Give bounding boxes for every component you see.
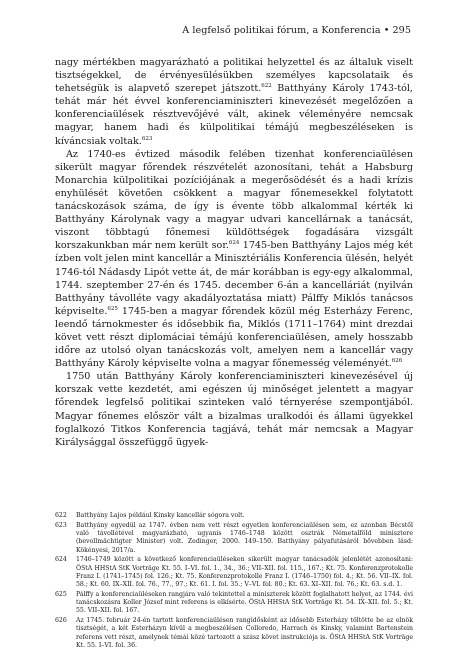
running-head: A legfelső politikai fórum, a Konferencia • 295 [182,25,411,36]
footnote-number: 622 [55,512,67,519]
body-text-run: 1750 után Batthyány Károly konferenciaminiszteri kinevezésével új korszak vette kezdetét, ami egészen új minőséget jelentett a magyar főrendek legfelső politikai szinteken való térnyerése szempontjából. Magyar főnemes először vált a bizalmas uralkodói és állami ügyekkel foglalkozó Titkos Konferencia tagjává, tehát már nemcsak a Magyar Királysággal összefüggő ügyek- [55,371,413,448]
footnote-text: Batthyány Lajos például Kinsky kancellár sógora volt. [76,512,245,519]
body-text-run: 1745-ben a magyar főrendek közül még Esterházy Ferenc, leendő tárnokmester és idősebbik fia, Miklós (1711–1764) mint drezdai követ vett részt diplomáciai témájú konferenciaülésen, amely hosszabb időre az utolsó olyan tanácskozás volt, amelyen nem a kancellár vagy Batthyány Károly képviselte volna a magyar főnemesség véleményét. [55,305,413,370]
footnote-text: Az 1745. február 24-én tartott konferenciaülésen rangidősként az idősebb Esterházy töltötte be az elnök tisztségét, a két Esterházyn kívül a megbeszélésen Colloredo, Harrach és Kinsky, valamint Bartenstein referens vett részt, amelynek témái közé tartozott a szász követ instrukciója is. ÖStA HHStA StK Vorträge Kt. 55. I–VI. fol. 36. [76,617,413,649]
footnote [55,591,413,616]
footnote [55,617,413,650]
footnote-reference[interactable]: 624 [228,240,240,247]
footnotes [55,512,413,652]
footnote-number: 625 [55,590,67,598]
footnote-number: 623 [55,521,67,529]
footnote-reference[interactable]: 625 [107,305,118,312]
footnote-number: 624 [55,556,67,564]
body-text-run: Batthyány Károly 1743-tól, tehát már hét évvel konferenciaminiszteri kinevezését megelőzően a konferenciaülések résztvevőjévé vált, akinek véleményére nemcsak magyar, hanem hadi és külpolitikai témájú megbeszéléseken is kíváncsiak voltak. [55,83,413,147]
body-text-run: nagy mértékben magyarázható a politikai helyzettel és az általuk viselt tisztségekkel, de érvényesülésükben személyes kapcsolataik és tehetségük is alapvető szerepet játszott. [55,57,413,95]
main-text [55,56,413,449]
footnote-text: Pálffy a konferenciaüléseken rangjára való tekintettel a miniszterek között foglalhatott helyet, az 1744. évi tanácskozásra Koller József mint referens is elkísérte. ÖStA HHStA StK Vorträge Kt. 54. IX–XII. fol. 5.; Kt. 55. VII–XII. fol. 167. [76,590,413,615]
footnote-text: Batthyány egyedül az 1747. évben nem vett részt egyetlen konferenciaülésen sem, ez azonban Bécstől való távollétével magyarázható, ugyanis 1746–1748 között osztrák Németalföld miniszterе (bevollmächtigter Minister) volt. Zedinger, 2000. 149–150. Batthyány pályafutásáról bővebben lásd: Kökényesi, 2017/a. [76,521,413,554]
body-paragraph [55,56,413,148]
footnote-text: 1746–1749 között a következő konferenciaüléseken sikerült magyar tanácsadók jelenlétét azonosítani: ÖStA HHStA StK Vorträge Kt. 55. I–VI. fol. 1., 34., 36.; VII–XII. fol. 115., 167.; Kt. 75. Konferenzprotokolle Franz I. (1741–1745) fol. 126.; Kt. 75. Konferenzprotokolle Franz I. (1746–1750) fol. 4.; Kt. 56. VII–IX. fol. 58.; Kt. 60. IX–XII. fol. 76., 77., 97.; Kt. 61. I. fol. 35.; V–VI. fol. 80.; Kt. 63. XI–XII. fol. 76.; Kt. 63. s.d. 1. [76,556,413,588]
footnote-reference[interactable]: 622 [261,83,272,90]
footnote [55,556,413,589]
body-text-run: Az 1740-es évtized második felében tizenhat konferenciaülésen sikerült magyar főrendek részvételét azonosítani, tehát a Habsburg Monarchia külpolitikai pozíciójának a megerősödését és a hadi krízis enyhülését követően csökkent a magyar főnemesekkel folytatott tanácskozások száma, de így is évente több alkalommal kérték ki Batthyány Károlynak vagy a magyar udvari kancellárnak a tanácsát, viszont többtagú főnemesi küldöttségek fogadására vizsgált korszakunkban már nem került sor. [55,148,413,252]
footnote-number: 626 [55,617,67,624]
body-paragraph [55,148,413,371]
footnote [55,512,413,520]
footnote [55,522,413,555]
footnote-reference[interactable]: 623 [141,135,153,142]
body-text-run: 1745-ben Batthyány Lajos még két ízben volt jelen mint kancellár a Minisztériális Konferencia ülésén, helyét 1746-tól Nádasdy Lipót vette át, de már korábban is egy-egy alkalommal, 1744. szeptember 27-én és 1745. december 6-án a kancelláriát (nyilván Batthyány távolléte vagy akadályoztatása miatt) Pálffy Miklós tanácsos képviselte. [55,240,413,317]
body-paragraph [55,370,413,449]
footnote-reference[interactable]: 626 [391,358,403,365]
